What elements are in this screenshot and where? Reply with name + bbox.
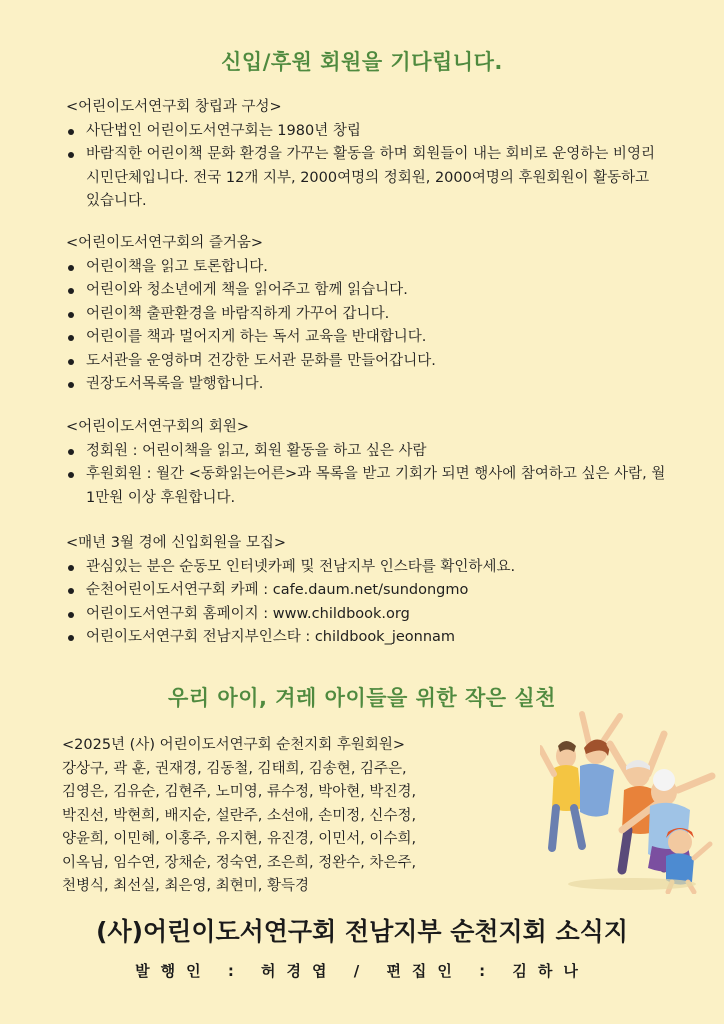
supporters-names: 강상구, 곽 훈, 권재경, 김동철, 김태희, 김송현, 김주은, 김영은, 김유순, 김현주, 노미영, 류수정, 박아현, 박진경, 박진선, 박현희, 배지순, 설란주, 소선애, 손미정, 신수정, 양윤희, 이민혜, 이홍주, 유지현, 유진경, 이민서, 이수희, 이옥님, 임수연, 장채순, 정숙연, 조은희, 정완수, 차은주, 천병식, 최선실, 최은영, 최현미, 황득경 xyxy=(62,760,417,894)
credits: 발행인 : 허경엽 / 편집인 : 김하나 xyxy=(135,962,589,980)
list-item: 사단법인 어린이도서연구회는 1980년 창립 xyxy=(66,120,666,144)
list-item: 도서관을 운영하며 건강한 도서관 문화를 만들어갑니다. xyxy=(66,350,666,374)
section-heading: <어린이도서연구회의 즐거움> xyxy=(66,235,263,251)
list-item: 어린이책을 읽고 토론합니다. xyxy=(66,256,666,280)
list-item: 어린이와 청소년에게 책을 읽어주고 함께 읽습니다. xyxy=(66,279,666,303)
list-item: 어린이를 책과 멀어지게 하는 독서 교육을 반대합니다. xyxy=(66,326,666,350)
list-item: 관심있는 분은 순동모 인터넷카페 및 전남지부 인스타를 확인하세요. xyxy=(66,556,666,580)
section-recruitment xyxy=(66,532,666,650)
supporters-heading: <2025년 (사) 어린이도서연구회 순천지회 후원회원> xyxy=(62,737,406,753)
section-heading: <어린이도서연구회의 회원> xyxy=(66,419,249,435)
list-item: 후원회원 : 월간 <동화읽는어른>과 목록을 받고 기회가 되면 행사에 참여하고 싶은 사람, 월 1만원 이상 후원합니다. xyxy=(66,463,666,510)
section-joys xyxy=(66,232,666,397)
family-cheering-icon xyxy=(540,708,720,894)
supporters-block xyxy=(62,734,532,899)
list-item: 정회원 : 어린이책을 읽고, 회원 활동을 하고 싶은 사람 xyxy=(66,440,666,464)
section-members xyxy=(66,416,666,510)
section-heading: <매년 3월 경에 신입회원을 모집> xyxy=(66,535,287,551)
list-item: 어린이도서연구회 홈페이지 : www.childbook.org xyxy=(66,603,666,627)
list-item: 권장도서목록을 발행합니다. xyxy=(66,373,666,397)
section-founding xyxy=(66,96,666,214)
list-item: 어린이책 출판환경을 바람직하게 가꾸어 갑니다. xyxy=(66,303,666,327)
recruit-title: 신입/후원 회원을 기다립니다. xyxy=(221,50,503,74)
list-item: 순천어린이도서연구회 카페 : cafe.daum.net/sundongmo xyxy=(66,579,666,603)
list-item: 어린이도서연구회 전남지부인스타 : childbook_jeonnam xyxy=(66,626,666,650)
practice-title: 우리 아이, 겨레 아이들을 위한 작은 실천 xyxy=(168,686,556,710)
newsletter-title: (사)어린이도서연구회 전남지부 순천지회 소식지 xyxy=(96,917,628,946)
list-item: 바람직한 어린이책 문화 환경을 가꾸는 활동을 하며 회원들이 내는 회비로 운영하는 비영리시민단체입니다. 전국 12개 지부, 2000여명의 정회원, 2000여명의 후원회원이 활동하고 있습니다. xyxy=(66,143,666,214)
section-heading: <어린이도서연구회 창립과 구성> xyxy=(66,99,282,115)
